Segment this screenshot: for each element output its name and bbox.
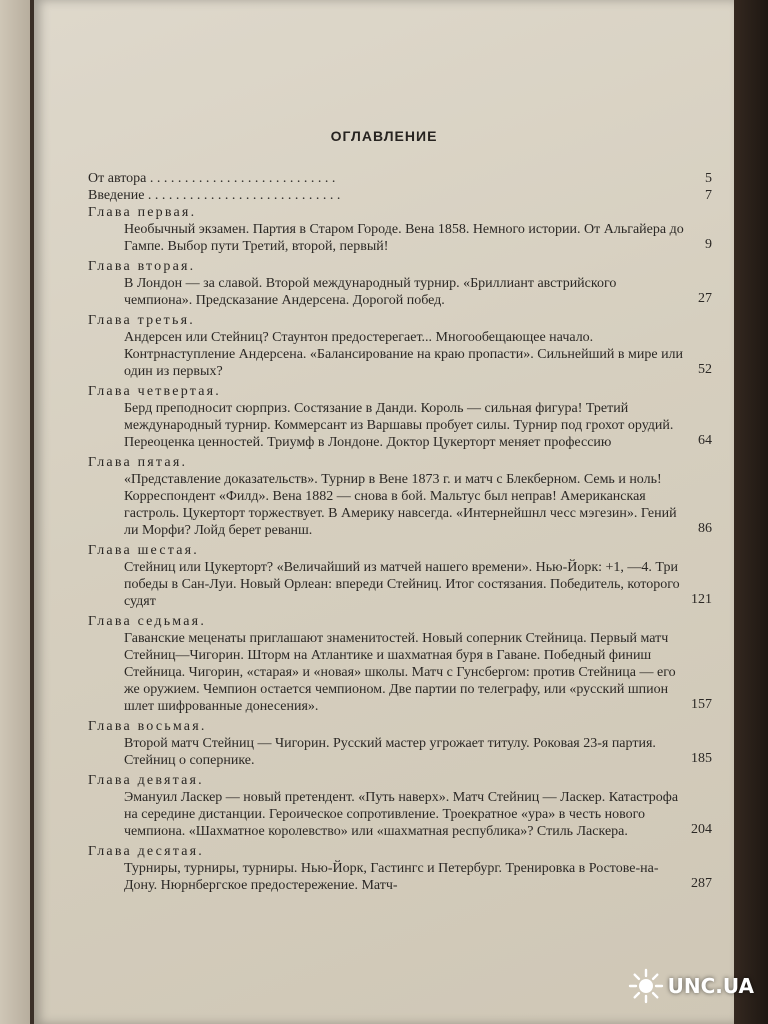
page-title: ОГЛАВЛЕНИЕ bbox=[330, 128, 438, 144]
chapter-entry bbox=[88, 735, 728, 769]
chapter-entry bbox=[88, 630, 728, 715]
front-matter-item bbox=[88, 170, 728, 187]
chapter-description: Андерсен или Стейниц? Стаунтон предостерегает... Многообещающее начало. Контрнаступление Андерсена. «Балансирование на краю пропасти». Сильнейший в мире или один из первых? bbox=[124, 330, 684, 379]
page-number: 5 bbox=[705, 171, 712, 186]
front-matter bbox=[88, 170, 728, 204]
chapter-description: Турниры, турниры, турниры. Нью-Йорк, Гастингс и Петербург. Тренировка в Ростове-на-Дону. Нюрнбергское предостережение. Матч- bbox=[124, 861, 659, 893]
sun-logo-icon bbox=[628, 968, 664, 1004]
chapter-entry bbox=[88, 275, 728, 309]
chapter-heading: Глава восьмая. bbox=[88, 719, 207, 734]
watermark-text: UNC.UA bbox=[667, 974, 754, 998]
page-number: 9 bbox=[705, 237, 712, 252]
chapter-heading: Глава пятая. bbox=[88, 455, 188, 470]
front-matter-label: От автора . . . . . . . . . . . . . . . . . . . . . . . . . . . bbox=[88, 171, 336, 186]
chapter-description: Второй матч Стейниц — Чигорин. Русский мастер угрожает титулу. Роковая 23-я партия. Стейниц о сопернике. bbox=[124, 736, 656, 768]
chapter-heading: Глава десятая. bbox=[88, 844, 204, 859]
chapter-description: Стейниц или Цукерторт? «Величайший из матчей нашего времени». Нью-Йорк: +1, —4. Три победы в Сан-Луи. Новый Орлеан: впереди Стейниц. Итог состязания. Победитель, которого судят bbox=[124, 560, 680, 609]
page-number: 185 bbox=[691, 751, 712, 766]
chapter-description: «Представление доказательств». Турнир в Вене 1873 г. и матч с Блекберном. Семь и ноль! Корреспондент «Филд». Вена 1882 — снова в бой. Мальтус был неправ! Американская гастроль. Цукерторт торжествует. В Америку навсегда. «Интернейшнл чесс мэгезин». Гений ли Морфи? Лойд берет реванш. bbox=[124, 472, 677, 538]
page-number: 86 bbox=[698, 521, 712, 536]
chapter-heading: Глава седьмая. bbox=[88, 614, 207, 629]
chapter-heading: Глава шестая. bbox=[88, 543, 199, 558]
page-number: 121 bbox=[691, 592, 712, 607]
page-number: 287 bbox=[691, 876, 712, 891]
chapter-description: Берд преподносит сюрприз. Состязание в Данди. Король — сильная фигура! Третий международный турнир. Коммерсант из Варшавы пробует силы. Турнир под грохот орудий. Переоценка ценностей. Триумф в Лондоне. Доктор Цукерторт меняет профессию bbox=[124, 401, 674, 450]
chapter-entry bbox=[88, 221, 728, 255]
chapter-description: Необычный экзамен. Партия в Старом Городе. Вена 1858. Немного истории. От Альгайера до Гампе. Выбор пути Третий, второй, первый! bbox=[124, 222, 684, 254]
page-number: 52 bbox=[698, 362, 712, 377]
page-number: 64 bbox=[698, 433, 712, 448]
front-matter-item bbox=[88, 187, 728, 204]
chapter-heading: Глава четвертая. bbox=[88, 384, 221, 399]
chapter-heading: Глава третья. bbox=[88, 313, 195, 328]
chapter-description: Эмануил Ласкер — новый претендент. «Путь наверх». Матч Стейниц — Ласкер. Катастрофа на середине дистанции. Героическое сопротивление. Троекратное «ура» в честь нового чемпиона. «Шахматное королевство» или «шахматная республика»? Стиль Ласкера. bbox=[124, 790, 679, 839]
previous-page-edge bbox=[0, 0, 30, 1024]
page-number: 157 bbox=[691, 697, 712, 712]
chapter-description: Гаванские меценаты приглашают знаменитостей. Новый соперник Стейница. Первый матч Стейниц—Чигорин. Шторм на Атлантике и шахматная буря в Гаване. Победный финиш Стейница. Чигорин, «старая» и «новая» школы. Матч с Гунсбергом: против Стейница — его же оружием. Чемпион остается чемпионом. Две партии по телеграфу, или «русский шпион шлет шифрованные донесения». bbox=[124, 631, 676, 714]
front-matter-label: Введение . . . . . . . . . . . . . . . . . . . . . . . . . . . . bbox=[88, 188, 341, 203]
chapter-entry bbox=[88, 400, 728, 451]
chapter-entry bbox=[88, 860, 728, 894]
chapter-heading: Глава вторая. bbox=[88, 259, 196, 274]
chapter-entry bbox=[88, 789, 728, 840]
page-number: 7 bbox=[705, 188, 712, 203]
page-number: 204 bbox=[691, 822, 712, 837]
table-of-contents bbox=[88, 170, 728, 897]
chapter-entry bbox=[88, 329, 728, 380]
chapter-description: В Лондон — за славой. Второй международный турнир. «Бриллиант австрийского чемпиона». Предсказание Андерсена. Дорогой побед. bbox=[124, 276, 617, 308]
chapter-heading: Глава девятая. bbox=[88, 773, 204, 788]
book-page bbox=[34, 0, 734, 1024]
page-number: 27 bbox=[698, 291, 712, 306]
watermark bbox=[628, 968, 754, 1004]
chapter-heading: Глава первая. bbox=[88, 205, 197, 220]
chapter-entry bbox=[88, 471, 728, 539]
chapter-list bbox=[88, 204, 728, 894]
chapter-entry bbox=[88, 559, 728, 610]
